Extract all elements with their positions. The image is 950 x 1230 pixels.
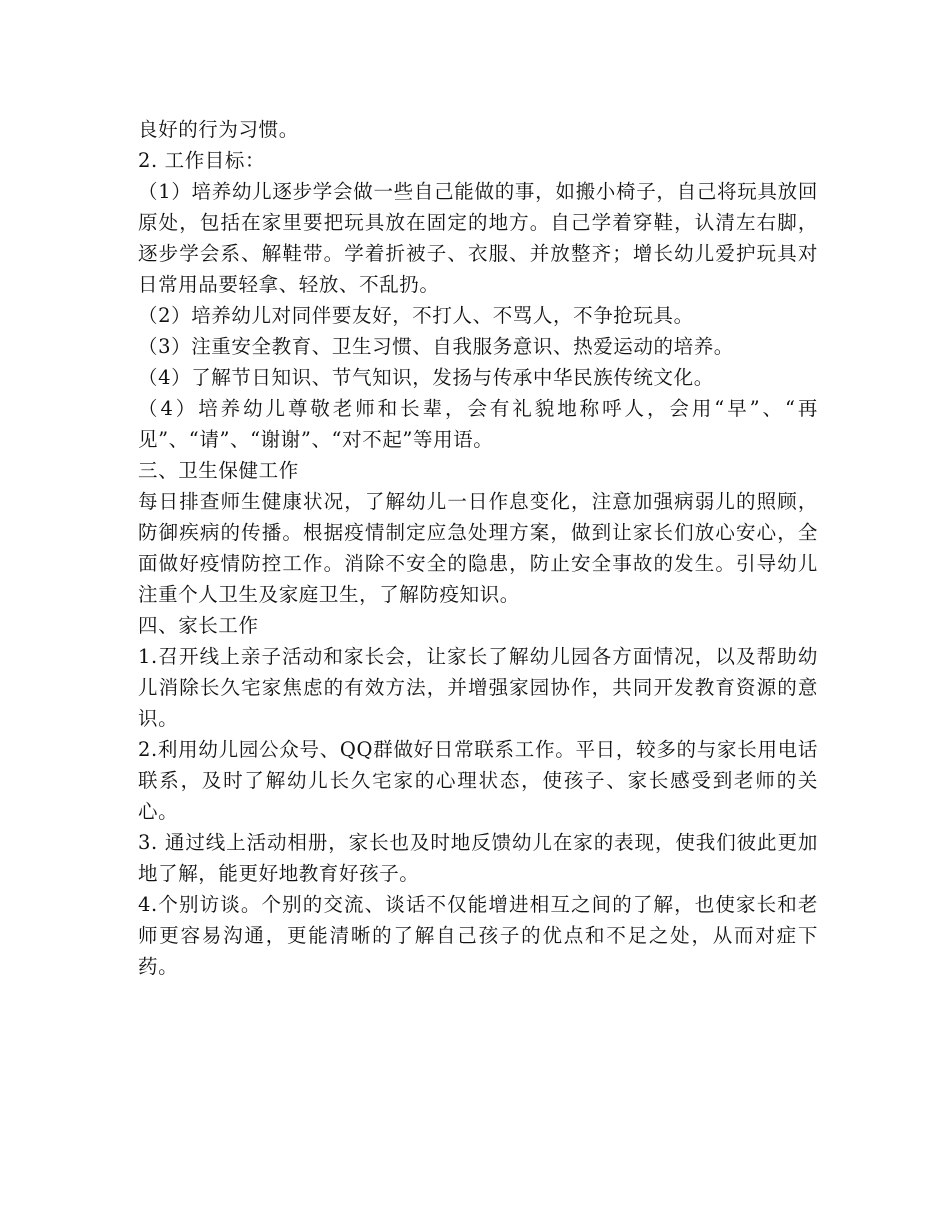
- paragraph-behavior-habits: 良好的行为习惯。: [138, 118, 299, 141]
- parent-work-item-4: 4.个别访谈。个别的交流、谈话不仅能增进相互之间的了解，也使家长和老师更容易沟通，更能清晰的了解自己孩子的优点和不足之处，从而对症下药。: [138, 893, 818, 978]
- parent-work-item-2: 2.利用幼儿园公众号、QQ群做好日常联系工作。平日，较多的与家长用电话联系，及时了解幼儿长久宅家的心理状态，使孩子、家长感受到老师的关心。: [138, 738, 818, 823]
- goal-item-4b: （4）培养幼儿尊敬老师和长辈，会有礼貌地称呼人，会用“早”、“再见”、“请”、“谢谢”、“对不起”等用语。: [138, 397, 818, 451]
- goal-item-1: （1）培养幼儿逐步学会做一些自己能做的事，如搬小椅子，自己将玩具放回原处，包括在家里要把玩具放在固定的地方。自己学着穿鞋，认清左右脚，逐步学会系、解鞋带。学着折被子、衣服、并放整齐；增长幼儿爱护玩具对日常用品要轻拿、轻放、不乱扔。: [138, 180, 818, 296]
- heading-work-goals: 2. 工作目标：: [138, 149, 266, 172]
- goal-item-3: （3）注重安全教育、卫生习惯、自我服务意识、热爱运动的培养。: [138, 335, 734, 358]
- parent-work-item-3: 3. 通过线上活动相册，家长也及时地反馈幼儿在家的表现，使我们彼此更加地了解，能更好地教育好孩子。: [138, 831, 818, 885]
- section-heading-parent-work: 四、家长工作: [138, 614, 259, 637]
- section-heading-health-care: 三、卫生保健工作: [138, 459, 299, 482]
- goal-item-4a: （4）了解节日知识、节气知识，发扬与传承中华民族传统文化。: [138, 366, 714, 389]
- document-body: [138, 114, 818, 982]
- parent-work-item-1: 1.召开线上亲子活动和家长会，让家长了解幼儿园各方面情况，以及帮助幼儿消除长久宅家焦虑的有效方法，并增强家园协作，共同开发教育资源的意识。: [138, 645, 818, 730]
- paragraph-health-care: 每日排查师生健康状况，了解幼儿一日作息变化，注意加强病弱儿的照顾，防御疾病的传播。根据疫情制定应急处理方案，做到让家长们放心安心，全面做好疫情防控工作。消除不安全的隐患，防止安全事故的发生。引导幼儿注重个人卫生及家庭卫生，了解防疫知识。: [138, 490, 818, 606]
- goal-item-2: （2）培养幼儿对同伴要友好，不打人、不骂人，不争抢玩具。: [138, 304, 694, 327]
